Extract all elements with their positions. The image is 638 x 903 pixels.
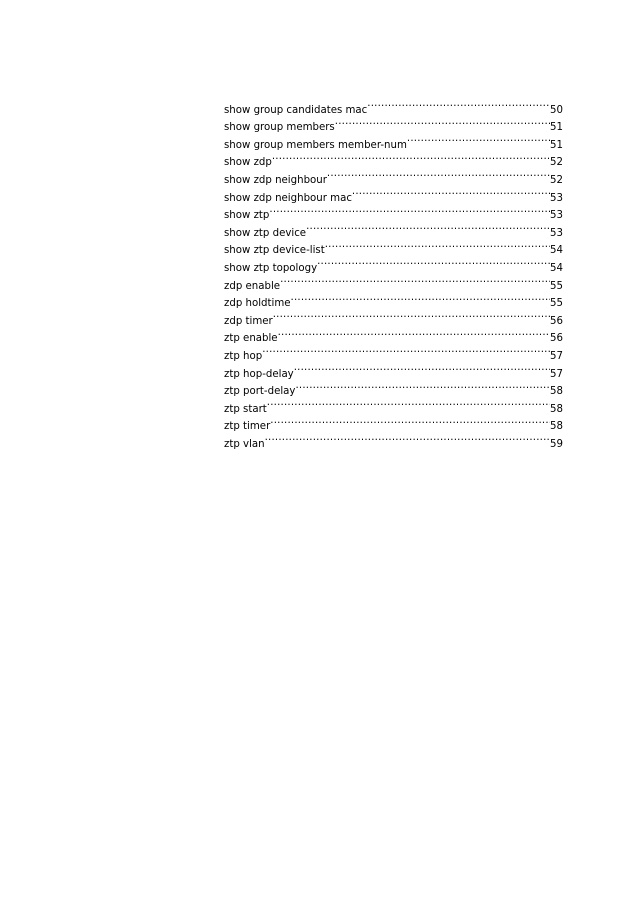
toc-entry[interactable] — [224, 412, 563, 433]
toc-entry-page-number: 53 — [550, 192, 563, 204]
toc-dot-leader — [352, 183, 550, 201]
toc-entry[interactable] — [224, 95, 563, 116]
toc-entry[interactable] — [224, 306, 563, 327]
toc-dot-leader — [265, 429, 550, 447]
toc-entry-title: show ztp topology — [224, 262, 318, 274]
toc-entry-page-number: 52 — [550, 174, 563, 186]
toc-entry-page-number: 51 — [550, 122, 563, 134]
toc-entry-page-number: 51 — [550, 139, 563, 151]
toc-dot-leader — [294, 359, 550, 377]
toc-entry-page-number: 58 — [550, 403, 563, 415]
toc-dot-leader — [306, 218, 550, 236]
toc-entry-page-number: 58 — [550, 386, 563, 398]
toc-entry-title: show ztp — [224, 210, 270, 222]
toc-dot-leader — [367, 95, 550, 113]
toc-entry-title: zdp holdtime — [224, 298, 291, 310]
toc-dot-leader — [273, 306, 550, 324]
toc-entry-page-number: 54 — [550, 245, 563, 257]
toc-entry-title: show group members — [224, 122, 335, 134]
toc-dot-leader — [295, 377, 550, 395]
toc-entry[interactable] — [224, 148, 563, 169]
toc-dot-leader — [317, 253, 550, 271]
toc-entry-title: show zdp neighbour mac — [224, 192, 352, 204]
toc-dot-leader — [262, 341, 550, 359]
toc-dot-leader — [327, 165, 550, 183]
toc-entry[interactable] — [224, 341, 563, 362]
toc-entry[interactable] — [224, 429, 563, 450]
toc-entry-page-number: 55 — [550, 298, 563, 310]
toc-entry-title: show zdp neighbour — [224, 174, 327, 186]
toc-entry-title: show zdp — [224, 157, 272, 169]
table-of-contents — [224, 95, 563, 450]
toc-entry[interactable] — [224, 394, 563, 415]
toc-entry-title: zdp enable — [224, 280, 281, 292]
toc-dot-leader — [325, 236, 550, 254]
toc-entry-title: ztp start — [224, 403, 267, 415]
toc-entry-title: zdp timer — [224, 315, 273, 327]
toc-entry-page-number: 50 — [550, 104, 563, 116]
toc-entry-page-number: 53 — [550, 210, 563, 222]
toc-dot-leader — [269, 201, 550, 219]
toc-entry-page-number: 59 — [550, 438, 563, 450]
toc-entry-title: ztp hop-delay — [224, 368, 294, 380]
toc-entry-page-number: 52 — [550, 157, 563, 169]
toc-dot-leader — [335, 113, 550, 131]
toc-entry-title: show group members member-num — [224, 139, 407, 151]
toc-dot-leader — [267, 394, 550, 412]
toc-entry-title: ztp vlan — [224, 438, 265, 450]
toc-dot-leader — [278, 324, 550, 342]
toc-dot-leader — [291, 289, 551, 307]
toc-entry[interactable] — [224, 218, 563, 239]
toc-entry-title: ztp timer — [224, 421, 271, 433]
toc-dot-leader — [280, 271, 550, 289]
toc-entry-page-number: 54 — [550, 262, 563, 274]
toc-entry-title: ztp enable — [224, 333, 278, 345]
toc-entry[interactable] — [224, 165, 563, 186]
toc-entry-title: show ztp device-list — [224, 245, 325, 257]
toc-entry-title: ztp hop — [224, 350, 263, 362]
toc-entry-page-number: 55 — [550, 280, 563, 292]
toc-entry-page-number: 53 — [550, 227, 563, 239]
toc-dot-leader — [272, 148, 550, 166]
toc-entry-page-number: 56 — [550, 333, 563, 345]
toc-entry[interactable] — [224, 324, 563, 345]
toc-entry-page-number: 57 — [550, 368, 563, 380]
toc-entry-page-number: 57 — [550, 350, 563, 362]
toc-entry-title: show group candidates mac — [224, 104, 368, 116]
toc-entry[interactable] — [224, 201, 563, 222]
toc-entry-page-number: 58 — [550, 421, 563, 433]
toc-entry-page-number: 56 — [550, 315, 563, 327]
toc-entry[interactable] — [224, 359, 563, 380]
toc-dot-leader — [407, 130, 550, 148]
toc-entry-title: ztp port-delay — [224, 386, 296, 398]
toc-entry-title: show ztp device — [224, 227, 307, 239]
toc-dot-leader — [270, 412, 550, 430]
